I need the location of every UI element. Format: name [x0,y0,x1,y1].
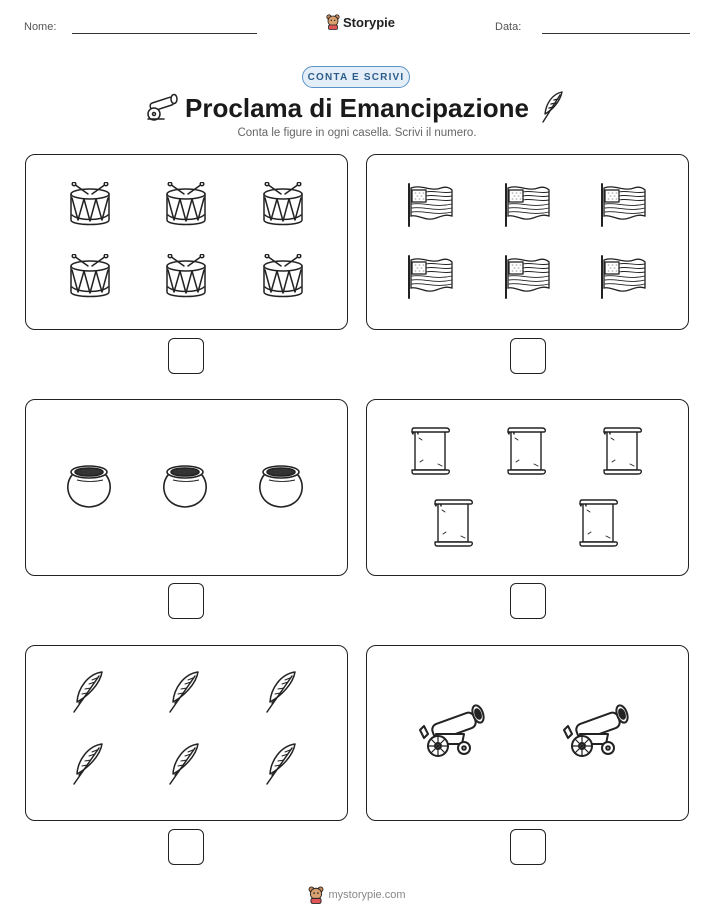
pot-icon [257,462,307,510]
answer-box-cannons[interactable] [510,829,546,865]
scroll-icon [506,426,548,476]
quill-icon [540,90,566,124]
footer-url[interactable]: mystorypie.com [328,889,406,901]
drum-icon [164,254,208,300]
cannon-icon [418,704,490,760]
name-label: Nome: [24,21,57,33]
quill-icon [263,670,299,716]
date-line[interactable] [542,33,690,34]
answer-box-quills[interactable] [168,829,204,865]
quill-icon [263,742,299,788]
flag-icon [406,182,454,228]
flag-icon [503,182,551,228]
answer-box-pots[interactable] [168,583,204,619]
brand-name: Storypie [343,14,396,30]
quill-icon [166,670,202,716]
pot-icon [65,462,115,510]
quill-icon [70,742,106,788]
flag-icon [503,254,551,300]
scroll-icon [578,498,620,548]
panel-flags [366,154,689,330]
instructions: Conta le figure in ogni casella. Scrivi il numero. [237,127,477,139]
drum-icon [68,182,112,228]
flag-icon [599,254,647,300]
answer-box-scrolls[interactable] [510,583,546,619]
flag-icon [599,182,647,228]
brand-logo [326,14,395,30]
panel-cannons [366,645,689,821]
scroll-icon [433,498,475,548]
flag-icon [406,254,454,300]
drum-icon [261,254,305,300]
date-label: Data: [495,21,522,33]
quill-icon [166,742,202,788]
bear-icon [326,14,340,30]
panel-drums [25,154,348,330]
quill-icon [70,670,106,716]
page-title: Proclama di Emancipazione [185,93,529,123]
pot-icon [161,462,211,510]
scroll-icon [602,426,644,476]
cannon-icon [562,704,634,760]
scroll-icon [410,426,452,476]
drum-icon [164,182,208,228]
answer-box-flags[interactable] [510,338,546,374]
answer-box-drums[interactable] [168,338,204,374]
bear-icon [308,886,324,904]
name-line[interactable] [72,33,257,34]
activity-badge: CONTA E SCRIVI [302,66,410,88]
drum-icon [68,254,112,300]
drum-icon [261,182,305,228]
footer [0,886,714,904]
